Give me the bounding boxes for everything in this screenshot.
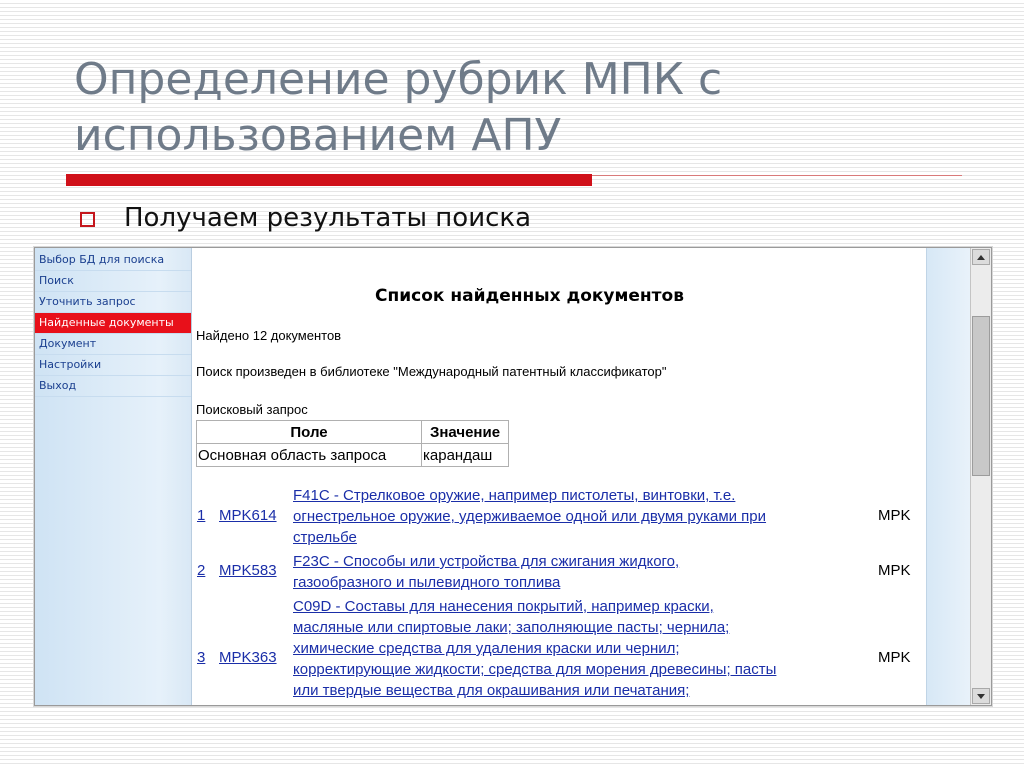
sidebar: [35, 248, 192, 705]
result-desc-line: огнестрельное оружие, удерживаемое одной или двумя руками при: [293, 508, 767, 525]
page-title: Список найденных документов: [375, 286, 684, 306]
result-desc-line: газообразного и пылевидного топлива: [293, 574, 561, 591]
result-code-link[interactable]: MPK583: [219, 562, 277, 579]
result-desc-line: или твердые вещества для окрашивания или печатания;: [293, 682, 690, 699]
library-info: Поиск произведен в библиотеке "Международный патентный классификатор": [196, 364, 667, 379]
result-type: MPK: [878, 507, 911, 524]
sidebar-item-refine-query[interactable]: Уточнить запрос: [35, 292, 191, 313]
title-underline: [66, 174, 962, 186]
found-count: Найдено 12 документов: [196, 328, 342, 343]
query-table-header-field: Поле: [197, 421, 422, 444]
query-table-header-value: Значение: [422, 421, 509, 444]
result-row: [192, 485, 926, 548]
result-code-link[interactable]: MPK614: [219, 507, 277, 524]
result-code-link[interactable]: MPK363: [219, 649, 277, 666]
result-type: MPK: [878, 562, 911, 579]
result-desc-line: химические средства для удаления краски или чернил;: [293, 640, 680, 657]
result-desc-line: F23C - Способы или устройства для сжигания жидкого,: [293, 553, 680, 570]
result-row: [192, 596, 926, 704]
result-desc-line: корректирующие жидкости; средства для морения древесины; пасты: [293, 661, 777, 678]
query-table: [196, 420, 509, 467]
result-number-link[interactable]: 2: [197, 562, 206, 579]
main-content: [192, 248, 926, 705]
sidebar-item-exit[interactable]: Выход: [35, 376, 191, 397]
arrow-up-icon: [977, 255, 985, 260]
scroll-down-button[interactable]: [972, 688, 990, 704]
bullet-text: Получаем результаты поиска: [124, 203, 532, 233]
result-row: [192, 551, 926, 595]
title-underline-red: [66, 174, 592, 186]
scroll-up-button[interactable]: [972, 249, 990, 265]
slide-title-line2: использованием АПУ: [74, 110, 562, 161]
result-desc-line: F41C - Стрелковое оружие, например пистолеты, винтовки, т.е.: [293, 487, 736, 504]
vertical-scrollbar[interactable]: [970, 248, 992, 705]
result-description-link[interactable]: [293, 485, 878, 548]
sidebar-item-found-documents[interactable]: Найденные документы: [35, 313, 191, 334]
result-desc-line: стрельбе: [293, 529, 357, 546]
title-underline-thin: [592, 175, 962, 176]
result-desc-line: C09D - Составы для нанесения покрытий, например краски,: [293, 598, 714, 615]
sidebar-nav: [35, 250, 191, 397]
result-number-link[interactable]: 3: [197, 649, 206, 666]
sidebar-item-settings[interactable]: Настройки: [35, 355, 191, 376]
result-description-link[interactable]: [293, 596, 878, 701]
square-bullet-icon: [80, 212, 95, 227]
slide-title-line1: Определение рубрик МПК с: [74, 54, 723, 105]
result-number-link[interactable]: 1: [197, 507, 206, 524]
scrollbar-thumb[interactable]: [972, 316, 990, 476]
result-type: MPK: [878, 649, 911, 666]
embedded-screenshot: [34, 247, 992, 706]
query-field-cell: Основная область запроса: [197, 444, 422, 467]
slide-title: [74, 52, 974, 164]
query-value-cell: карандаш: [422, 444, 509, 467]
query-label: Поисковый запрос: [196, 402, 308, 417]
right-panel: [926, 248, 971, 705]
result-description-link[interactable]: [293, 551, 878, 593]
sidebar-item-select-db[interactable]: Выбор БД для поиска: [35, 250, 191, 271]
table-row: [197, 444, 509, 467]
sidebar-item-search[interactable]: Поиск: [35, 271, 191, 292]
query-table-header: [197, 421, 509, 444]
sidebar-item-document[interactable]: Документ: [35, 334, 191, 355]
result-desc-line: масляные или спиртовые лаки; заполняющие пасты; чернила;: [293, 619, 730, 636]
arrow-down-icon: [977, 694, 985, 699]
